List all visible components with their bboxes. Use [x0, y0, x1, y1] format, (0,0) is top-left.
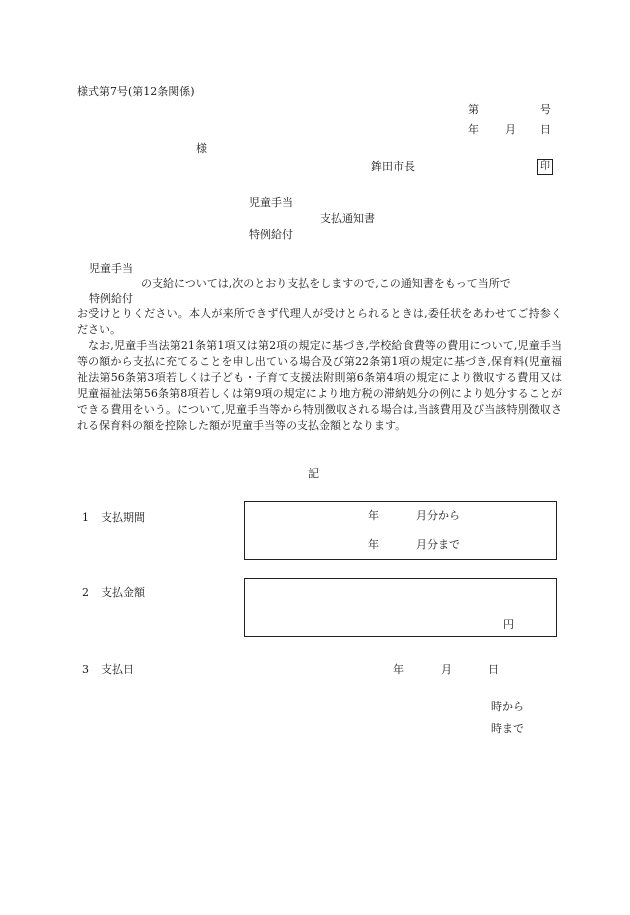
issue-date-year: 年: [468, 123, 479, 136]
payment-date-month: 月: [441, 663, 452, 676]
seal-mark: 印: [537, 159, 553, 175]
issue-date-month: 月: [505, 123, 516, 136]
payment-date-day: 日: [488, 663, 499, 676]
intro-main-text: の支給については,次のとおり支払をしますので,この通知書をもって当所で: [141, 277, 511, 290]
issuer-name: 鉾田市長: [371, 160, 415, 173]
paragraph-deduction-note: なお,児童手当法第21条第1項又は第2項の規定に基づき,学校給食費等の費用について,児童手当等の額から支払に充てることを申し出ている場合及び第22条第1項の規定に基づき,保育料(児童福祉法第56条第3項若しくは子ども・子育て支援法附則第6条第4項の規定により徴収する費用又は児童福祉法第56条第8項若しくは第9項の規定により地方税の滞納処分の例により処分することができる費用をいう。について,児童手当等から特別徴収される場合は,当該費用及び当該特別徴収される保育料の額を控除した額が児童手当等の支払金額となります。: [77, 339, 562, 432]
document-title: 支払通知書: [320, 212, 375, 225]
ki-heading: 記: [308, 467, 319, 480]
notice-number-suffix: 号: [540, 103, 551, 116]
title-line-child-allowance: 児童手当: [249, 196, 293, 209]
amount-unit: 円: [503, 618, 514, 631]
recipient-suffix: 様: [196, 142, 207, 155]
period-from-text: 月分から: [416, 509, 460, 522]
time-to: 時まで: [491, 722, 524, 735]
issue-date-day: 日: [540, 123, 551, 136]
period-to-year: 年: [368, 538, 379, 551]
item1-label: 支払期間: [101, 511, 145, 524]
intro-special-benefit: 特例給付: [89, 292, 133, 305]
payment-date-year: 年: [393, 663, 404, 676]
title-line-special-benefit: 特例給付: [249, 228, 293, 241]
form-number: 様式第7号(第12条関係): [77, 85, 195, 98]
intro-child-allowance: 児童手当: [89, 262, 133, 275]
notice-number-prefix: 第: [468, 103, 479, 116]
item3-label: 支払日: [101, 663, 134, 676]
item1-number: 1: [82, 511, 89, 524]
payment-period-box: [244, 501, 557, 560]
period-to-text: 月分まで: [416, 538, 460, 551]
item2-label: 支払金額: [101, 586, 145, 599]
item2-number: 2: [82, 586, 89, 599]
period-from-year: 年: [368, 509, 379, 522]
paragraph-receipt: お受けとりください。本人が来所できず代理人が受けとられるときは,委任状をあわせてご持参ください。: [77, 307, 562, 336]
item3-number: 3: [82, 663, 89, 676]
time-from: 時から: [491, 700, 524, 713]
